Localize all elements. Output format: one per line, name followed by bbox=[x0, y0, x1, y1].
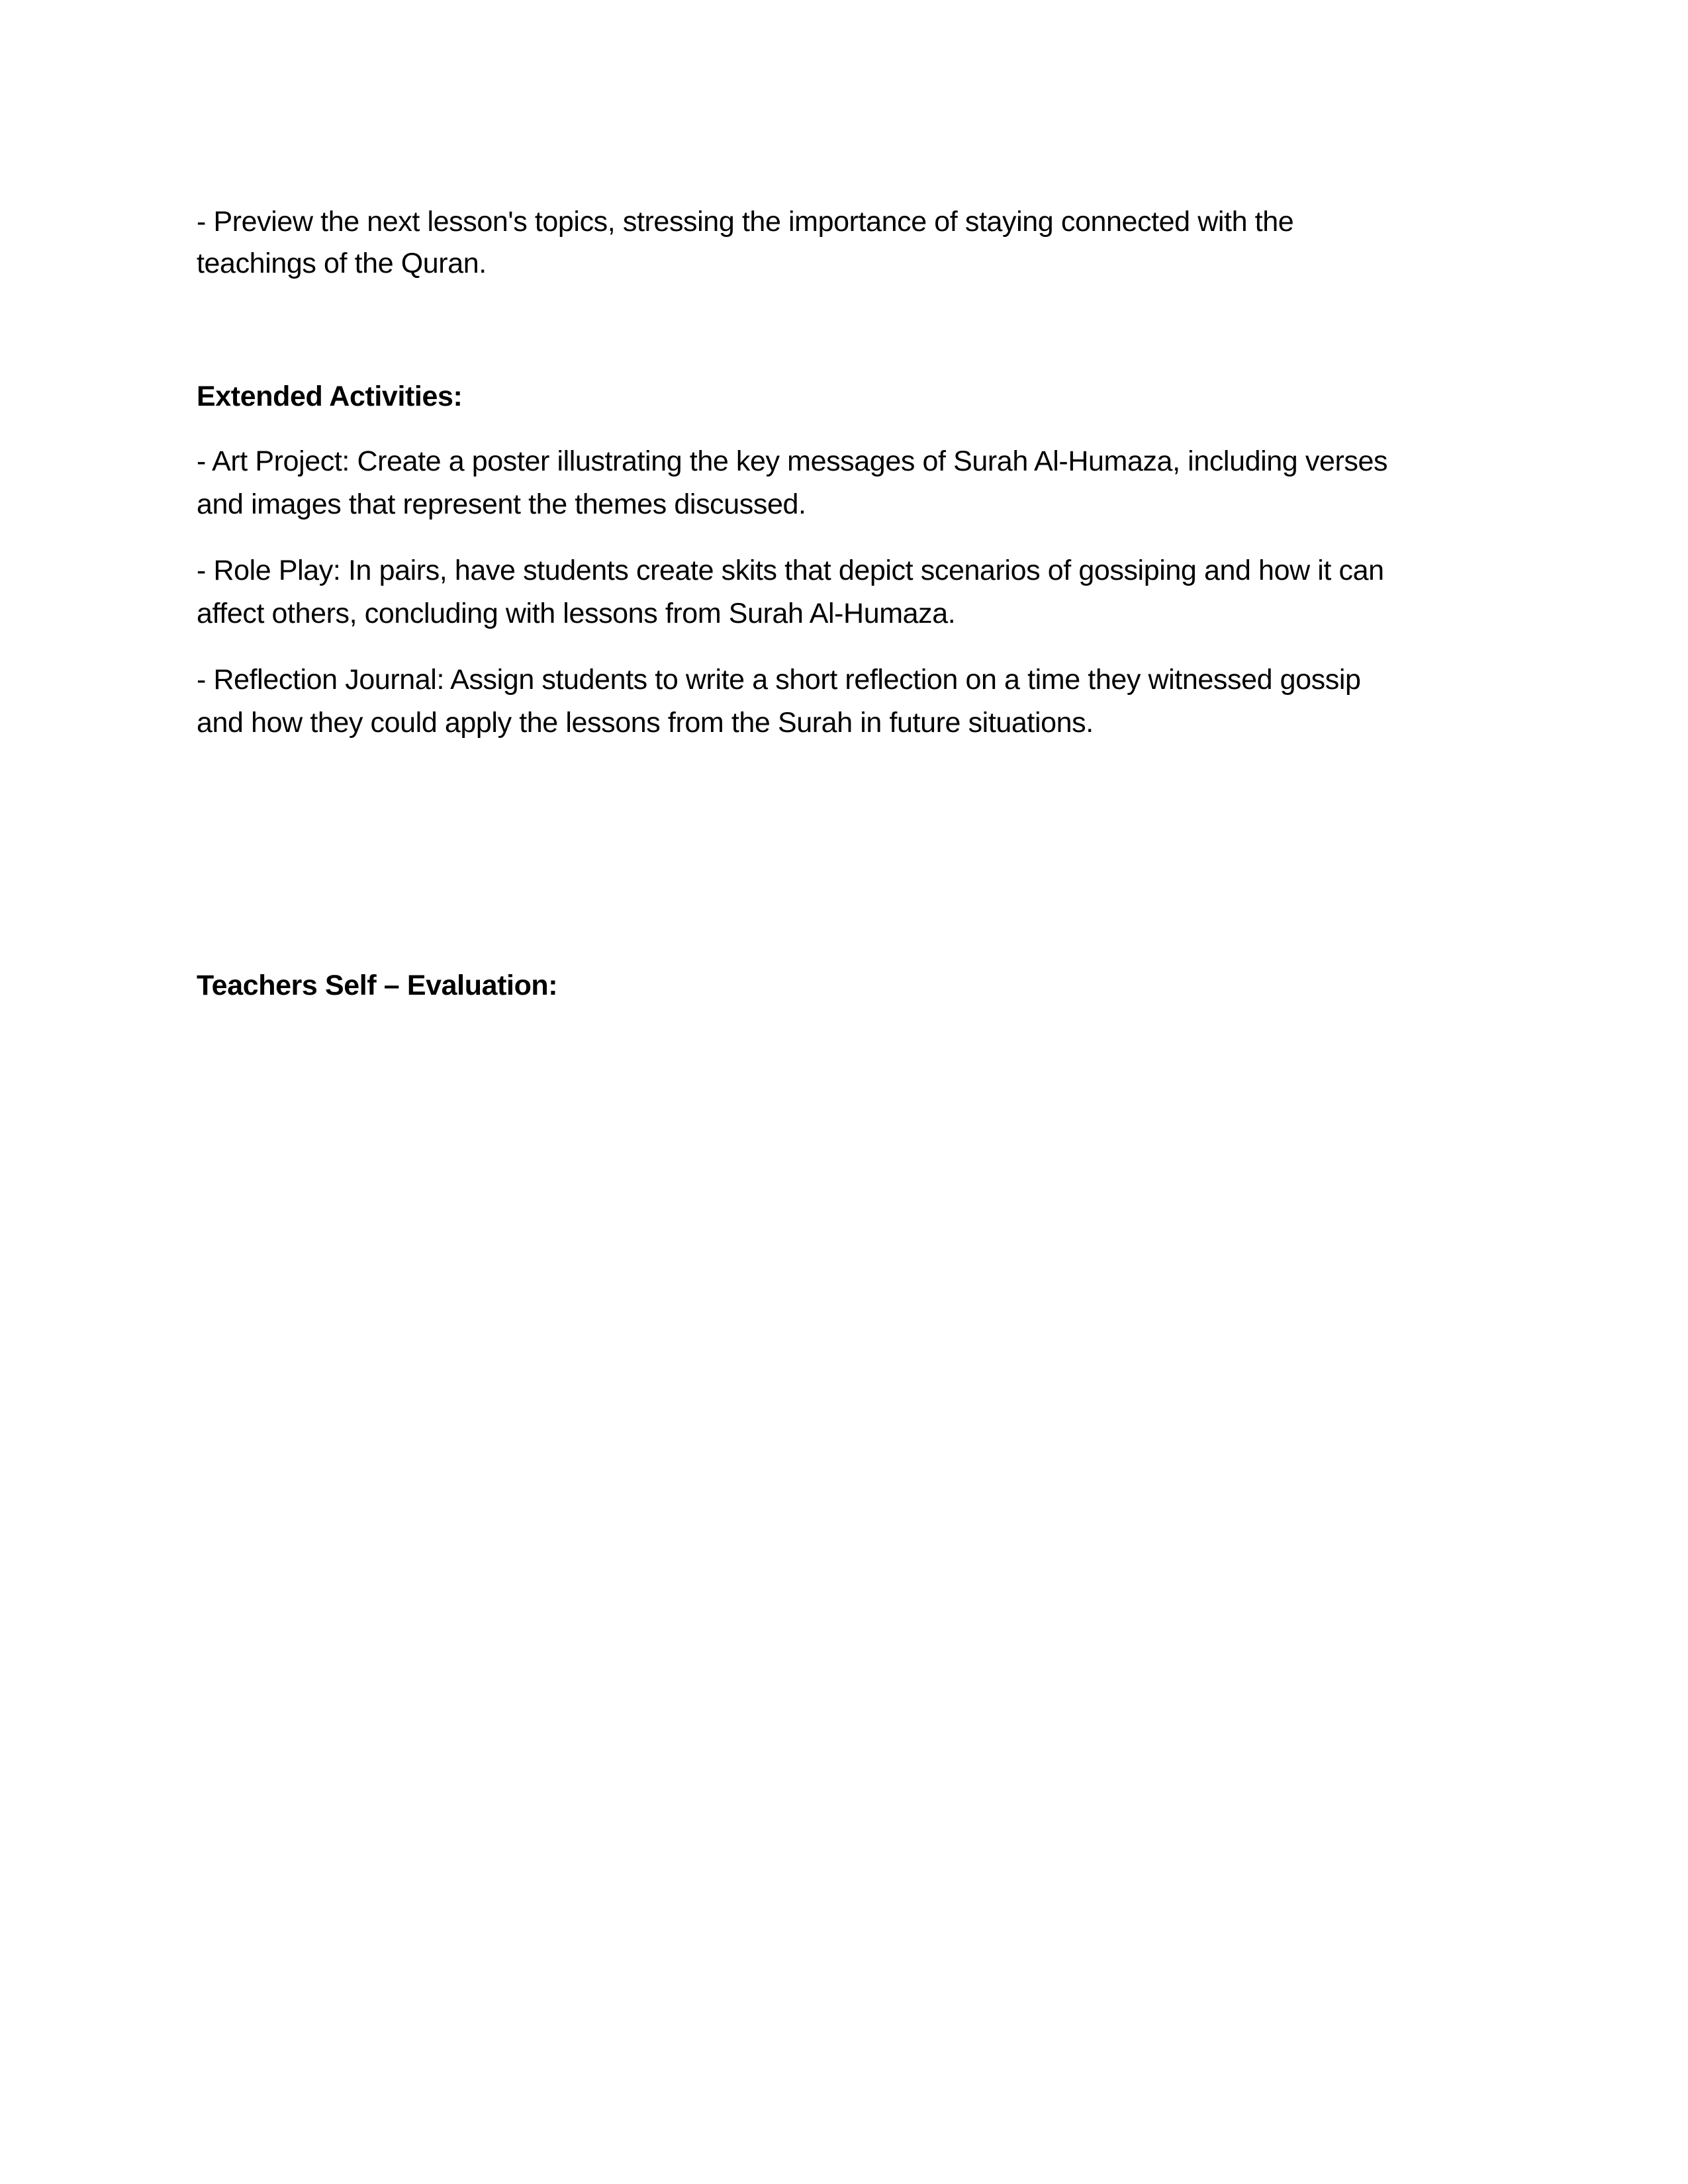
activity-role-play-line-2: affect others, concluding with lessons from Surah Al-Humaza. bbox=[197, 598, 956, 629]
activity-art-project-line-2: and images that represent the themes discussed. bbox=[197, 488, 806, 520]
extended-activities-heading: Extended Activities: bbox=[197, 381, 463, 412]
activity-reflection-journal-line-1: - Reflection Journal: Assign students to write a short reflection on a time they witnessed gossip bbox=[197, 664, 1361, 696]
teacher-self-evaluation-heading: Teachers Self – Evaluation: bbox=[197, 970, 558, 1001]
activity-role-play-line-1: - Role Play: In pairs, have students create skits that depict scenarios of gossiping and how it can bbox=[197, 555, 1384, 586]
intro-line-1: - Preview the next lesson's topics, stressing the importance of staying connected with the bbox=[197, 206, 1294, 238]
activity-reflection-journal-line-2: and how they could apply the lessons from the Surah in future situations. bbox=[197, 707, 1094, 739]
activity-art-project-line-1: - Art Project: Create a poster illustrating the key messages of Surah Al-Humaza, including verses bbox=[197, 445, 1388, 477]
intro-line-2: teachings of the Quran. bbox=[197, 248, 487, 279]
